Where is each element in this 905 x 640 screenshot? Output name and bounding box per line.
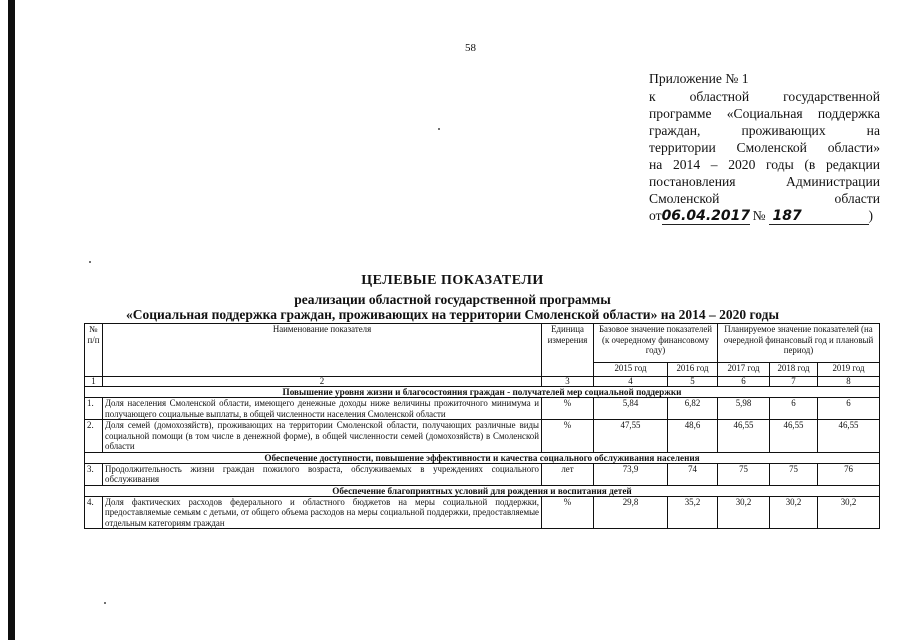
handwritten-number: 187 <box>769 209 869 225</box>
table-row <box>85 420 880 453</box>
year-header: 2019 год <box>818 363 880 377</box>
value-2016: 74 <box>668 463 718 485</box>
annex-text <box>649 88 880 207</box>
value-2016: 48,6 <box>668 420 718 453</box>
value-2017: 46,55 <box>718 420 770 453</box>
table-row <box>85 398 880 420</box>
column-number-row <box>85 377 880 387</box>
header-indicator-name: Наименование показателя <box>103 324 542 377</box>
handwritten-date: 06.04.2017 <box>661 208 751 224</box>
column-number: 7 <box>770 377 818 387</box>
table-row <box>85 496 880 529</box>
indicator-name: Доля населения Смоленской области, имеющего денежные доходы ниже величины прожиточного минимума и получающего социальные выплаты, в общей численности населения Смоленской области <box>103 398 542 420</box>
year-header: 2018 год <box>770 363 818 377</box>
column-number: 4 <box>594 377 668 387</box>
row-number: 1. <box>85 398 103 420</box>
annex-line: на 2014 – 2020 годы (в редакции <box>649 157 880 172</box>
scan-speck <box>438 128 440 130</box>
indicator-unit: % <box>542 398 594 420</box>
header-base-value: Базовое значение показателей (к очередному финансовому году) <box>594 324 718 363</box>
section-row <box>85 485 880 496</box>
indicators-table <box>84 323 880 529</box>
scan-speck <box>104 602 106 604</box>
section-row <box>85 452 880 463</box>
annex-line: к областной государственной <box>649 89 880 104</box>
value-2015: 47,55 <box>594 420 668 453</box>
header-planned-value: Планируемое значение показателей (на очередной финансовый год и плановый период) <box>718 324 880 363</box>
row-number: 3. <box>85 463 103 485</box>
section-title: Обеспечение доступности, повышение эффективности и качества социального обслуживания населения <box>85 452 880 463</box>
section-title: Обеспечение благоприятных условий для рождения и воспитания детей <box>85 485 880 496</box>
value-2018: 46,55 <box>770 420 818 453</box>
page-number: 58 <box>465 42 476 54</box>
annex-title: Приложение № 1 <box>649 71 749 86</box>
program-name: «Социальная поддержка граждан, проживающих на территории Смоленской области» на 2014 – 2020 годы <box>125 307 780 322</box>
value-2018: 30,2 <box>770 496 818 529</box>
row-number: 2. <box>85 420 103 453</box>
indicator-name: Доля семей (домохозяйств), проживающих на территории Смоленской области, получающих различные виды социальной помощи (в том числе в денежной форме), в общей численности семей (домохозяйств) в Смоленской области <box>103 420 542 453</box>
value-2016: 6,82 <box>668 398 718 420</box>
year-header: 2015 год <box>594 363 668 377</box>
value-2018: 6 <box>770 398 818 420</box>
section-title: Повышение уровня жизни и благосостояния граждан - получателей мер социальной поддержки <box>85 387 880 398</box>
annex-line: программе «Социальная поддержка <box>649 106 880 121</box>
value-2019: 76 <box>818 463 880 485</box>
closing-bracket: ) <box>868 208 874 223</box>
scan-speck <box>89 261 91 263</box>
column-number: 6 <box>718 377 770 387</box>
indicator-unit: % <box>542 420 594 453</box>
document-subtitle: реализации областной государственной программы <box>294 292 611 307</box>
annex-line: территории Смоленской области» <box>649 140 880 155</box>
value-2015: 5,84 <box>594 398 668 420</box>
row-number: 4. <box>85 496 103 529</box>
indicator-unit: лет <box>542 463 594 485</box>
annex-line: постановления Администрации <box>649 174 880 189</box>
table-header-row <box>85 324 880 363</box>
value-2017: 5,98 <box>718 398 770 420</box>
column-number: 8 <box>818 377 880 387</box>
value-2019: 30,2 <box>818 496 880 529</box>
value-2016: 35,2 <box>668 496 718 529</box>
column-number: 3 <box>542 377 594 387</box>
annex-line: Смоленской области <box>649 191 880 206</box>
column-number: 5 <box>668 377 718 387</box>
header-no: № п/п <box>85 324 103 377</box>
value-2019: 6 <box>818 398 880 420</box>
value-2015: 29,8 <box>594 496 668 529</box>
column-number: 1 <box>85 377 103 387</box>
document-title: ЦЕЛЕВЫЕ ПОКАЗАТЕЛИ <box>361 273 544 288</box>
from-label: от <box>649 208 662 223</box>
indicator-name: Доля фактических расходов федерального и областного бюджетов на меры социальной поддержки, предоставляемые семьям с детьми, от общего объема расходов на меры социальной поддержки, предоставляемые отдельным категориям граждан <box>103 496 542 529</box>
column-number: 2 <box>103 377 542 387</box>
value-2019: 46,55 <box>818 420 880 453</box>
annex-line: граждан, проживающих на <box>649 123 880 138</box>
annex-signature-line <box>649 207 880 225</box>
value-2017: 30,2 <box>718 496 770 529</box>
year-header: 2017 год <box>718 363 770 377</box>
section-row <box>85 387 880 398</box>
value-2017: 75 <box>718 463 770 485</box>
value-2015: 73,9 <box>594 463 668 485</box>
year-header: 2016 год <box>668 363 718 377</box>
value-2018: 75 <box>770 463 818 485</box>
indicator-unit: % <box>542 496 594 529</box>
annex-block <box>649 70 880 225</box>
number-label: № <box>752 208 766 223</box>
header-unit: Единица измерения <box>542 324 594 377</box>
indicator-name: Продолжительность жизни граждан пожилого возраста, обслуживаемых в учреждениях социального обслуживания <box>103 463 542 485</box>
table-row <box>85 463 880 485</box>
